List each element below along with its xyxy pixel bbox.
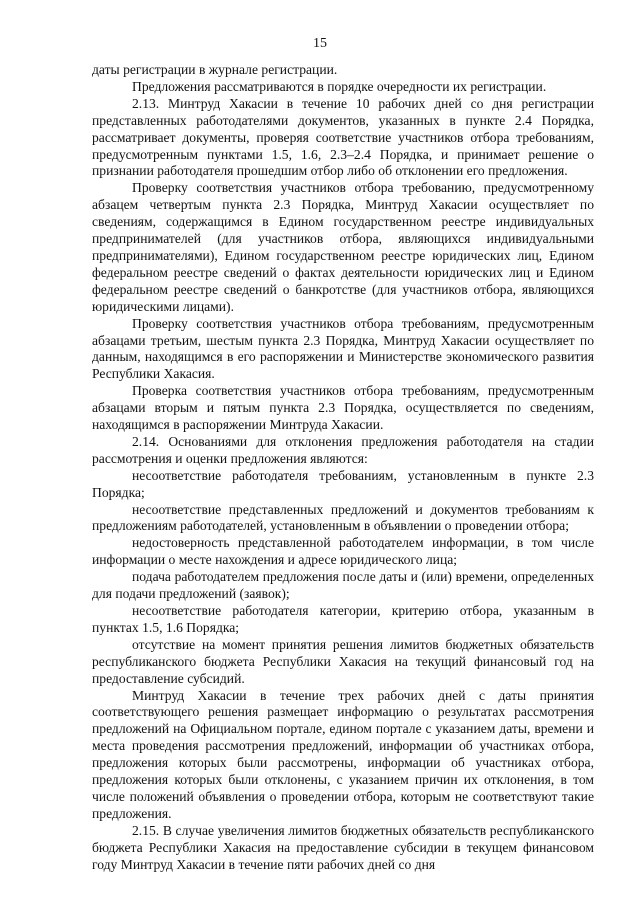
list-item: несоответствие представленных предложений и документов требованиям к предложениям работодателей, установленным в объявлении о проведении отбора; [92, 501, 594, 534]
paragraph: Минтруд Хакасии в течение трех рабочих дней с даты принятия соответствующего решения размещает информацию о результатах рассмотрения предложений на Официальном портале, едином портале с указанием даты, времени и места проведения рассмотрения предложений, информации об участниках отбора, предложения которых были рассмотрены, информации об участниках отбора, предложения которых были отклонены, с указанием причин их отклонения, в том числе положений объявления о проведении отбора, которым не соответствуют такие предложения. [92, 687, 594, 821]
paragraph: 2.14. Основаниями для отклонения предложения работодателя на стадии рассмотрения и оценки предложения являются: [92, 433, 594, 466]
list-item: подача работодателем предложения после даты и (или) времени, определенных для подачи предложений (заявок); [92, 569, 594, 602]
paragraph: Предложения рассматриваются в порядке очередности их регистрации. [132, 78, 547, 94]
list-item: несоответствие работодателя категории, критерию отбора, указанным в пунктах 1.5, 1.6 Порядка; [92, 603, 594, 635]
paragraph: Проверку соответствия участников отбора требованиям, предусмотренным абзацами третьим, шестым пункта 2.3 Порядка, Минтруд Хакасии осуществляет по данным, находящимся в его распоряжении и Министерстве экономического развития Республики Хакасия. [92, 315, 594, 382]
list-item: отсутствие на момент принятия решения лимитов бюджетных обязательств республиканского бюджета Республики Хакасия на текущий финансовый год на предоставление субсидий. [92, 636, 594, 686]
document-body [92, 62, 594, 874]
paragraph: Проверку соответствия участников отбора требованию, предусмотренному абзацем четвертым пункта 2.3 Порядка, Минтруд Хакасии осуществляет по сведениям, содержащимся в Едином государственном реестре индивидуальных предпринимателей (для участников отбора, являющихся индивидуальными предпринимателями), Едином государственном реестре юридических лиц, Едином федеральном реестре сведений о фактах деятельности юридических лиц и Едином федеральном реестре сведений о банкротстве (для участников отбора, являющихся юридическими лицами). [92, 180, 594, 314]
paragraph: 2.13. Минтруд Хакасии в течение 10 рабочих дней со дня регистрации представленных работодателями документов, указанных в пункте 2.4 Порядка, рассматривает документы, проверяя соответствие участников отбора требованиям, предусмотренным пунктами 1.5, 1.6, 2.3–2.4 Порядка, и принимает решение о признании работодателя прошедшим отбор либо об отклонении его предложения. [92, 95, 594, 179]
paragraph: Проверка соответствия участников отбора требованиям, предусмотренным абзацами вторым и пятым пункта 2.3 Порядка, осуществляется по сведениям, находящимся в распоряжении Минтруда Хакасии. [92, 383, 594, 433]
list-item: несоответствие работодателя требованиям, установленным в пункте 2.3 Порядка; [92, 467, 594, 500]
list-item: недостоверность представленной работодателем информации, в том числе информации о месте нахождения и адресе юридического лица; [92, 535, 594, 568]
paragraph: даты регистрации в журнале регистрации. [92, 62, 338, 77]
paragraph: 2.15. В случае увеличения лимитов бюджетных обязательств республиканского бюджета Республики Хакасия на предоставление субсидии в текущем финансовом году Минтруд Хакасии в течение пяти рабочих дней со дня [92, 822, 594, 872]
page-number: 15 [313, 36, 327, 51]
